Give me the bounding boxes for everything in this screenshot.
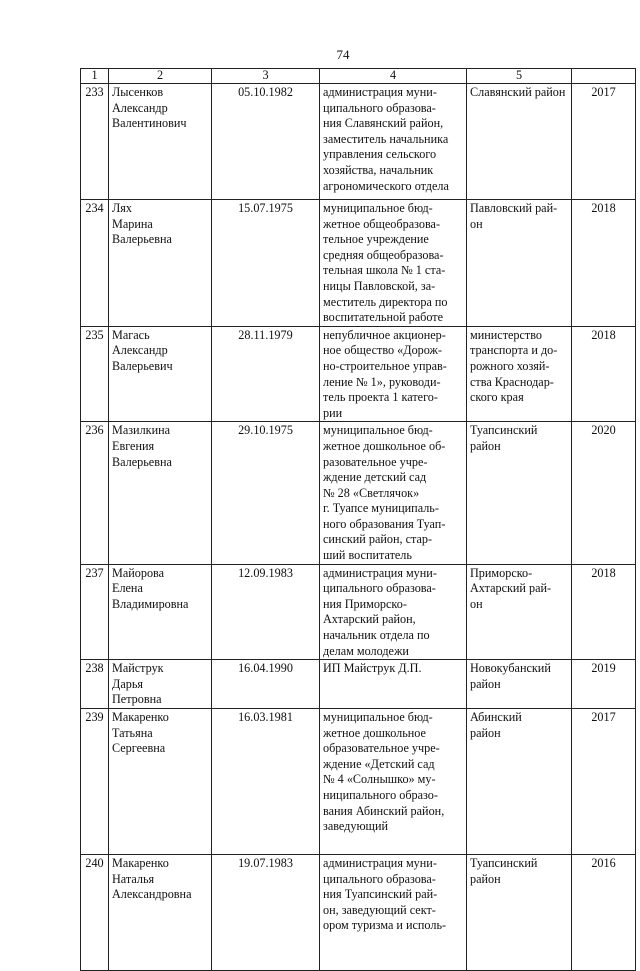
birth-date: 28.11.1979: [212, 326, 320, 422]
territory-text: Новокубанский район: [470, 661, 551, 691]
birth-date: 15.07.1975: [212, 200, 320, 327]
territory-cell: [467, 855, 572, 971]
table-header-row: [81, 69, 636, 84]
patronymic: Сергеевна: [112, 741, 166, 756]
table-row: [81, 422, 636, 564]
position-cell: [320, 200, 467, 327]
given-name: Александр: [112, 100, 168, 115]
territory-cell: [467, 564, 572, 660]
position-cell: [320, 855, 467, 971]
table-row: [81, 660, 636, 709]
territory-cell: [467, 84, 572, 200]
table-row: [81, 326, 636, 422]
position-text: непубличное акционер- ное общество «Дорож- но-строительное управ- ление № 1», руководи- тель проекта 1 катего- рии: [323, 327, 447, 420]
year: 2016: [572, 855, 636, 971]
year: 2018: [572, 564, 636, 660]
position-text: администрация муни- ципального образова- ния Туапсинский рай- он, заведующий сект- ором туризма и исполь-: [323, 856, 447, 933]
column-header: 4: [320, 69, 467, 84]
patronymic: Петровна: [112, 692, 162, 707]
patronymic: Валерьевич: [112, 358, 173, 373]
birth-date: 29.10.1975: [212, 422, 320, 564]
territory-text: Павловский рай- он: [470, 201, 558, 231]
surname: Лысенков: [112, 85, 164, 99]
person-name: [109, 200, 212, 327]
territory-text: Славянский район: [470, 85, 566, 99]
surname: Макаренко: [112, 710, 169, 724]
given-name: Евгения: [112, 438, 155, 453]
position-cell: [320, 422, 467, 564]
patronymic: Александровна: [112, 887, 192, 902]
row-number: 238: [81, 660, 109, 709]
birth-date: 16.04.1990: [212, 660, 320, 709]
year: 2018: [572, 200, 636, 327]
column-header: 1: [81, 69, 109, 84]
row-number: 234: [81, 200, 109, 327]
position-text: администрация муни- ципального образова- ния Славянский район, заместитель начальника управления сельского хозяйства, начальник агрономического отдела: [323, 85, 449, 193]
patronymic: Валентинович: [112, 116, 187, 131]
territory-cell: [467, 200, 572, 327]
surname: Лях: [112, 201, 132, 215]
year: 2018: [572, 326, 636, 422]
territory-text: Туапсинский район: [470, 856, 538, 886]
given-name: Александр: [112, 343, 168, 358]
territory-cell: [467, 709, 572, 855]
position-cell: [320, 660, 467, 709]
given-name: Наталья: [112, 871, 155, 886]
position-text: муниципальное бюд- жетное дошкольное образовательное учре- ждение «Детский сад № 4 «Солнышко» му- ниципального образо- вания Абинский район, заведующий: [323, 710, 445, 834]
surname: Майорова: [112, 565, 165, 580]
territory-text: Абинский район: [470, 710, 522, 740]
patronymic: Владимировна: [112, 596, 189, 611]
surname: Магась: [112, 327, 150, 342]
position-text: администрация муни- ципального образова- ния Приморско- Ахтарский район, начальник отдела по делам молодежи: [323, 565, 437, 658]
column-header: 5: [467, 69, 572, 84]
person-name: [109, 422, 212, 564]
row-number: 233: [81, 84, 109, 200]
row-number: 236: [81, 422, 109, 564]
position-cell: [320, 326, 467, 422]
person-name: [109, 84, 212, 200]
position-text: муниципальное бюд- жетное общеобразова- тельное учреждение средняя общеобразова- тельная школа № 1 ста- ницы Павловской, за- меститель директора по воспитательной работе: [323, 201, 448, 325]
territory-cell: [467, 660, 572, 709]
patronymic: Валерьевна: [112, 232, 172, 247]
given-name: Дарья: [112, 676, 143, 691]
birth-date: 19.07.1983: [212, 855, 320, 971]
person-name: [109, 564, 212, 660]
surname: Майструк: [112, 661, 164, 676]
row-number: 237: [81, 564, 109, 660]
position-cell: [320, 709, 467, 855]
person-name: [109, 855, 212, 971]
column-header: 3: [212, 69, 320, 84]
row-number: 235: [81, 326, 109, 422]
given-name: Марина: [112, 216, 153, 231]
table-row: [81, 709, 636, 855]
table-row: [81, 84, 636, 200]
territory-text: министерство транспорта и до- рожного хозяй- ства Краснодар- ского края: [470, 327, 558, 405]
position-text: ИП Майструк Д.П.: [323, 661, 422, 676]
patronymic: Валерьевна: [112, 454, 172, 469]
territory-cell: [467, 326, 572, 422]
position-cell: [320, 564, 467, 660]
position-text: муниципальное бюд- жетное дошкольное об- разовательное учре- ждение детский сад № 28 «Светлячок» г. Туапсе муниципаль- ного образования Туап- синский район, стар- ший воспитатель: [323, 423, 446, 563]
table-row: [81, 200, 636, 327]
row-number: 240: [81, 855, 109, 971]
territory-text: Туапсинский район: [470, 423, 538, 453]
column-header: 2: [109, 69, 212, 84]
birth-date: 12.09.1983: [212, 564, 320, 660]
table-row: [81, 855, 636, 971]
territory-text: Приморско- Ахтарский рай- он: [470, 565, 552, 611]
year: 2020: [572, 422, 636, 564]
position-cell: [320, 84, 467, 200]
year: 2017: [572, 709, 636, 855]
birth-date: 16.03.1981: [212, 709, 320, 855]
person-name: [109, 709, 212, 855]
page-number: 74: [336, 47, 350, 62]
person-name: [109, 326, 212, 422]
person-name: [109, 660, 212, 709]
surname: Мазилкина: [112, 423, 171, 438]
surname: Макаренко: [112, 856, 169, 870]
row-number: 239: [81, 709, 109, 855]
given-name: Елена: [112, 581, 143, 596]
year: 2019: [572, 660, 636, 709]
column-header: [572, 69, 636, 84]
table-row: [81, 564, 636, 660]
given-name: Татьяна: [112, 725, 153, 740]
birth-date: 05.10.1982: [212, 84, 320, 200]
year: 2017: [572, 84, 636, 200]
registry-table: [80, 68, 636, 971]
territory-cell: [467, 422, 572, 564]
